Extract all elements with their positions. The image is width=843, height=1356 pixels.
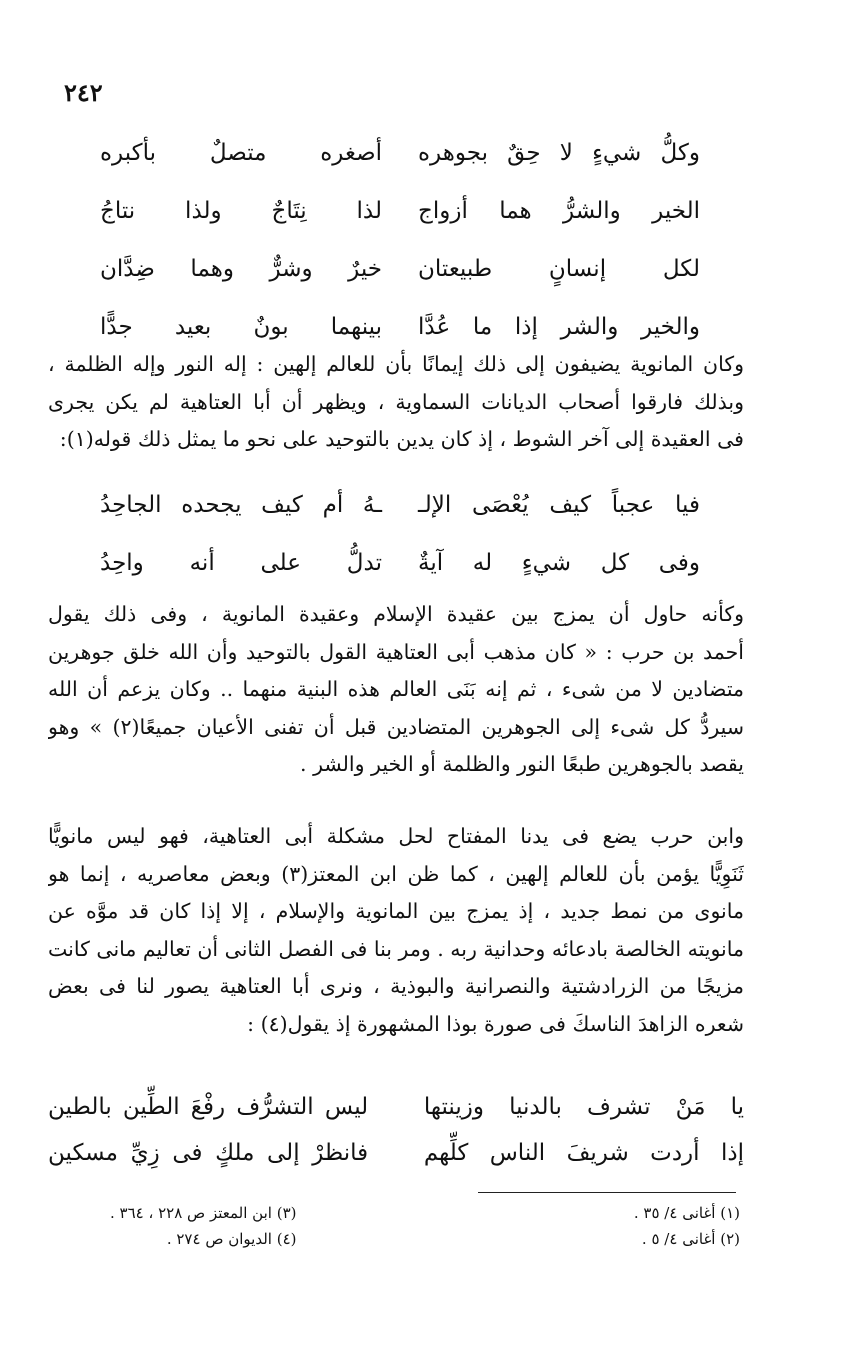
verse-line xyxy=(100,240,700,298)
verse-hemistich-right: وفى كل شيءٍ له آيةٌ xyxy=(418,550,700,576)
footnote: (١) أغانى ٤/ ٣٥ . xyxy=(633,1204,740,1222)
verse-block-top xyxy=(100,124,700,356)
verse-hemistich-right: وكلُّ شيءٍ لا حِقٌ بجوهره xyxy=(418,140,700,166)
footnote: (٣) ابن المعتز ص ٢٢٨ ، ٣٦٤ . xyxy=(110,1204,297,1222)
footnote: (٢) أغانى ٤/ ٥ . xyxy=(641,1230,740,1248)
footnote-divider xyxy=(478,1192,736,1193)
paragraph-line: مزيجًا من الزرادشتية والنصرانية والبوذية ، ونرى أبا العتاهية يصور لنا فى بعض xyxy=(48,974,744,998)
verse-block-middle xyxy=(100,476,700,592)
paragraph-line: وكان المانوية يضيفون إلى ذلك إيمانًا بأن للعالم إلهين : إله النور وإله الظلمة ، xyxy=(48,352,744,376)
paragraph-line: مانويته الخالصة بادعائه وحدانية ربه . ومر بنا فى الفصل الثانى أن تعاليم مانى كانت xyxy=(48,936,744,961)
paragraph-1 xyxy=(48,346,744,459)
footnotes-left-column xyxy=(110,1200,296,1252)
verse-hemistich-right: فيا عجباً كيف يُعْصَى الإلـ xyxy=(418,492,700,518)
paragraph-2 xyxy=(48,596,744,784)
paragraph-line: وبذلك فارقوا أصحاب الديانات السماوية ، ويظهر أن أبا العتاهية لم يكن يجرى xyxy=(48,389,744,414)
verse-hemistich-left: أصغره متصلٌ بأكبره xyxy=(100,140,382,166)
verse-hemistich-right: يا مَنْ تشرف بالدنيا وزينتها xyxy=(423,1094,744,1120)
verse-hemistich-left: تدلُّ على أنه واحِدُ xyxy=(100,550,382,576)
paragraph-line: يقصد بالجوهرين طبعًا النور والظلمة أو الخير والشر . xyxy=(300,752,744,776)
paragraph-line: وابن حرب يضع فى يدنا المفتاح لحل مشكلة أبى العتاهية، فهو ليس مانويًّا xyxy=(48,824,744,848)
paragraph-line: متضادين لا من شىء ، ثم إنه بَنَى العالم هذه البنية منهما .. وكان يزعم أن الله xyxy=(48,677,744,701)
verse-hemistich-left: ليس التشرُّف رفْعَ الطِّين بالطين xyxy=(48,1094,369,1120)
footnote: (٤) الديوان ص ٢٧٤ . xyxy=(166,1230,297,1248)
paragraph-line: أحمد بن حرب : « كان مذهب أبى العتاهية القول بالتوحيد وأن الله خلق جوهرين xyxy=(48,639,744,664)
verse-hemistich-right: الخير والشرُّ هما أزواج xyxy=(418,198,700,224)
verse-block-bottom xyxy=(48,1084,744,1176)
verse-line xyxy=(100,534,700,592)
paragraph-line: وكأنه حاول أن يمزج بين عقيدة الإسلام وعقيدة المانوية ، وفى ذلك يقول xyxy=(48,602,744,626)
verse-hemistich-right: إذا أردت شريفَ الناس كلِّهم xyxy=(423,1140,744,1166)
page-number: ٢٤٢ xyxy=(64,78,103,107)
paragraph-line: ثَنَوِيًّا يؤمن بأن للعالم إلهين ، كما ظن ابن المعتز(٣) وبعض معاصريه ، إنما هو xyxy=(48,861,744,886)
footnotes xyxy=(110,1200,740,1252)
paragraph-3 xyxy=(48,818,744,1043)
verse-line xyxy=(48,1084,744,1130)
paragraph-line: شعره الزاهدَ الناسكَ فى صورة بوذا المشهورة إذ يقول(٤) : xyxy=(247,1011,744,1036)
verse-line xyxy=(100,182,700,240)
verse-hemistich-left: ـهُ أم كيف يجحده الجاحِدُ xyxy=(100,492,382,518)
verse-hemistich-left: بينهما بونٌ بعيد جدًّا xyxy=(100,314,382,340)
paragraph-line: فى العقيدة إلى آخر الشوط ، إذ كان يدين بالتوحيد على نحو ما يمثل ذلك قوله(١): xyxy=(59,427,744,451)
paragraph-line: سيردُّ كل شىء إلى الجوهرين المتضادين قبل أن تفنى الأعيان جميعًا(٢) » وهو xyxy=(48,714,744,739)
verse-line xyxy=(48,1130,744,1176)
verse-hemistich-left: لذا نِتَاجٌ ولذا نتاجُ xyxy=(100,198,382,224)
verse-hemistich-left: فانظرْ إلى ملكٍ فى زِيِّ مسكين xyxy=(48,1140,369,1166)
verse-line xyxy=(100,476,700,534)
verse-hemistich-left: خيرٌ وشرٌّ وهما ضِدَّان xyxy=(100,256,382,282)
verse-line xyxy=(100,124,700,182)
paragraph-line: مانوى من نمط جديد ، إذ يمزج بين المانوية والإسلام ، إلا إذا كان قد موَّه عن xyxy=(48,899,744,923)
verse-hemistich-right: لكل إنسانٍ طبيعتان xyxy=(418,256,700,282)
footnotes-right-column xyxy=(634,1200,740,1252)
verse-hemistich-right: والخير والشر إذا ما عُدَّا xyxy=(418,314,700,340)
